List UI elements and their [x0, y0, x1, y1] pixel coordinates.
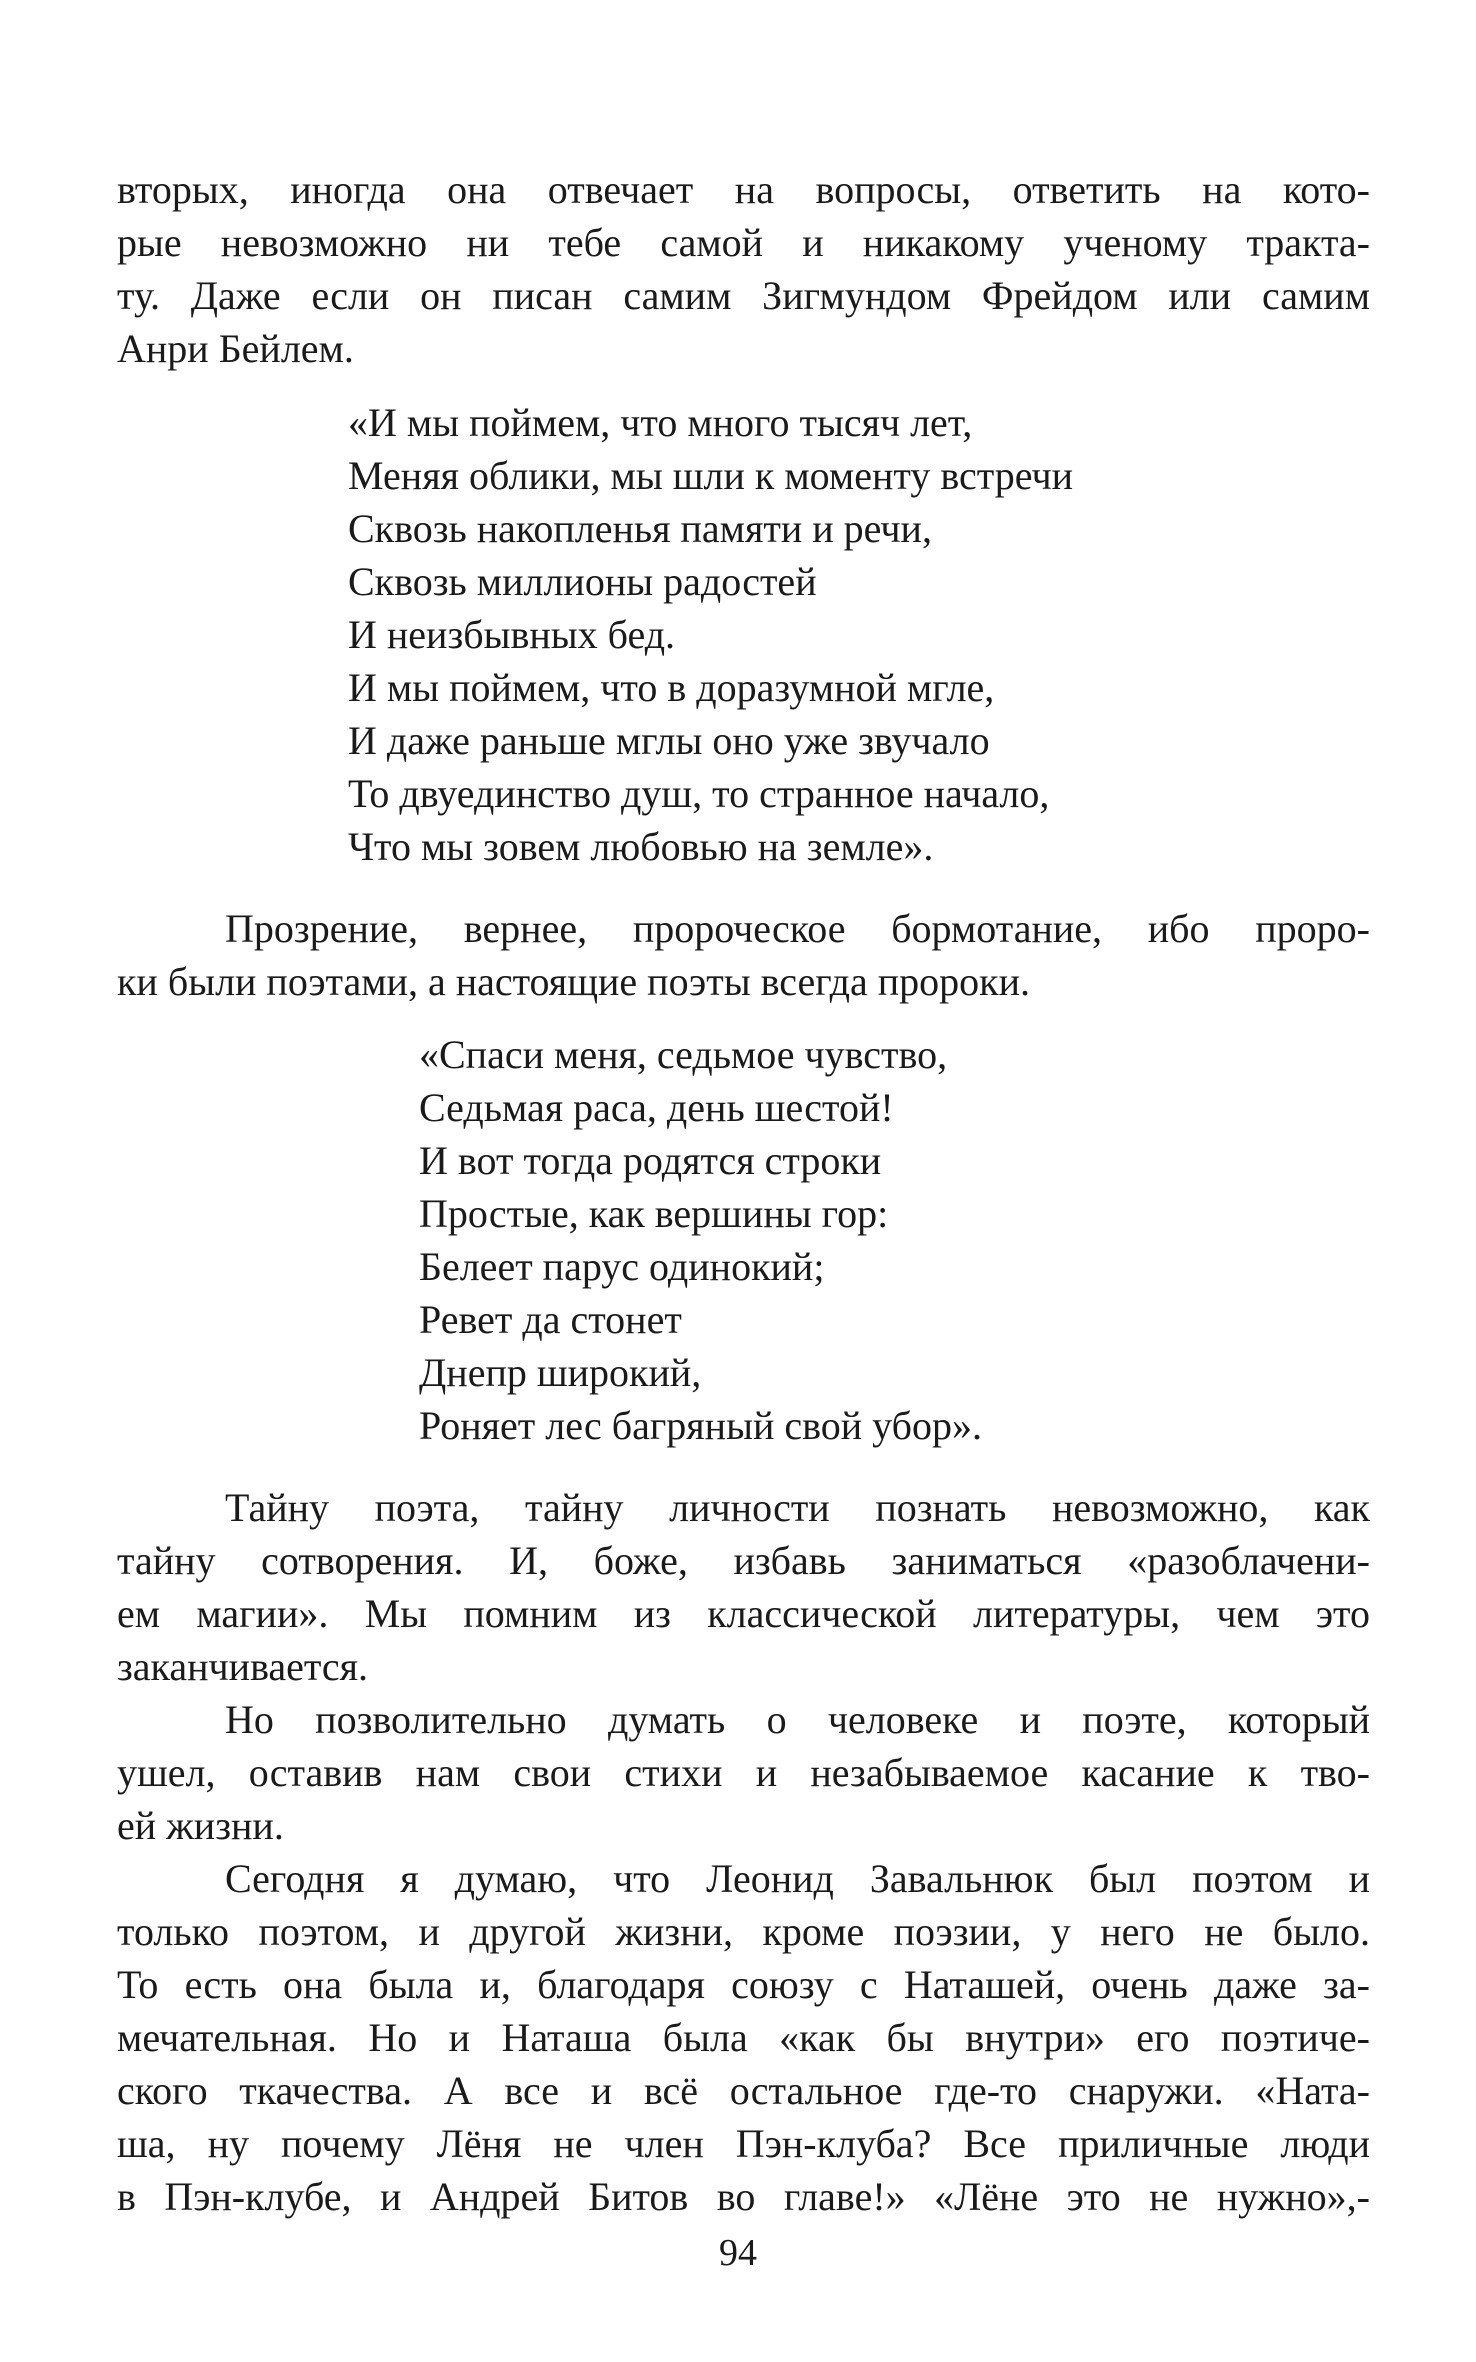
verse-line: Меняя облики, мы шли к моменту встречи [348, 453, 1073, 498]
page-number: 94 [719, 2232, 757, 2274]
verse-line: «И мы поймем, что много тысяч лет, [348, 400, 973, 445]
verse-line: «Спаси меня, седьмое чувство, [419, 1032, 948, 1077]
verse-line: То двуединство душ, то странное начало, [348, 771, 1050, 816]
text-line: в Пэн-клубе, и Андрей Битов во главе!» «Лёне это не нужно»,- [117, 2174, 1370, 2219]
text-line: Но позволительно думать о человеке и поэте, который [225, 1697, 1370, 1742]
text-line: заканчивается. [117, 1644, 369, 1689]
verse-line: Сквозь накопленья памяти и речи, [348, 506, 932, 551]
verse-line: И даже раньше мглы оно уже звучало [348, 718, 990, 763]
verse-line: Днепр широкий, [419, 1350, 702, 1395]
text-line: мечательная. Но и Наташа была «как бы внутри» его поэтиче- [117, 2015, 1370, 2060]
text-line: Тайну поэта, тайну личности познать невозможно, как [225, 1485, 1370, 1530]
verse-line: Простые, как вершины гор: [419, 1191, 889, 1236]
text-line: ту. Даже если он писан самим Зигмундом Фрейдом или самим [117, 273, 1370, 318]
text-line: ки были поэтами, а настоящие поэты всегда пророки. [117, 959, 1030, 1004]
text-line: ем магии». Мы помним из классической литературы, чем это [117, 1591, 1370, 1636]
text-line: вторых, иногда она отвечает на вопросы, ответить на кото- [117, 167, 1370, 212]
verse-line: И неизбывных бед. [348, 612, 676, 657]
text-line: ушел, оставив нам свои стихи и незабываемое касание к тво- [117, 1750, 1370, 1795]
verse-line: Белеет парус одинокий; [419, 1244, 825, 1289]
text-line: Сегодня я думаю, что Леонид Завальнюк был поэтом и [225, 1856, 1370, 1901]
verse-line: И мы поймем, что в доразумной мгле, [348, 665, 995, 710]
text-line: рые невозможно ни тебе самой и никакому ученому тракта- [117, 220, 1370, 265]
text-line: ша, ну почему Лёня не член Пэн-клуба? Все приличные люди [117, 2121, 1370, 2166]
verse-line: Седьмая раса, день шестой! [419, 1085, 894, 1130]
verse-line: И вот тогда родятся строки [419, 1138, 882, 1183]
text-line: Анри Бейлем. [117, 326, 354, 371]
verse-line: Роняет лес багряный свой убор». [419, 1403, 982, 1448]
text-line: тайну сотворения. И, боже, избавь заниматься «разоблачени- [117, 1538, 1370, 1583]
verse-line: Сквозь миллионы радостей [348, 559, 817, 604]
text-line: То есть она была и, благодаря союзу с Наташей, очень даже за- [117, 1962, 1370, 2007]
text-line: ей жизни. [117, 1803, 284, 1848]
text-line: ского ткачества. А все и всё остальное где-то снаружи. «Ната- [117, 2068, 1370, 2113]
text-line: только поэтом, и другой жизни, кроме поэзии, у него не было. [117, 1909, 1370, 1954]
verse-line: Что мы зовем любовью на земле». [348, 824, 934, 869]
verse-line: Ревет да стонет [419, 1297, 682, 1342]
text-line: Прозрение, вернее, пророческое бормотание, ибо проро- [225, 906, 1370, 951]
